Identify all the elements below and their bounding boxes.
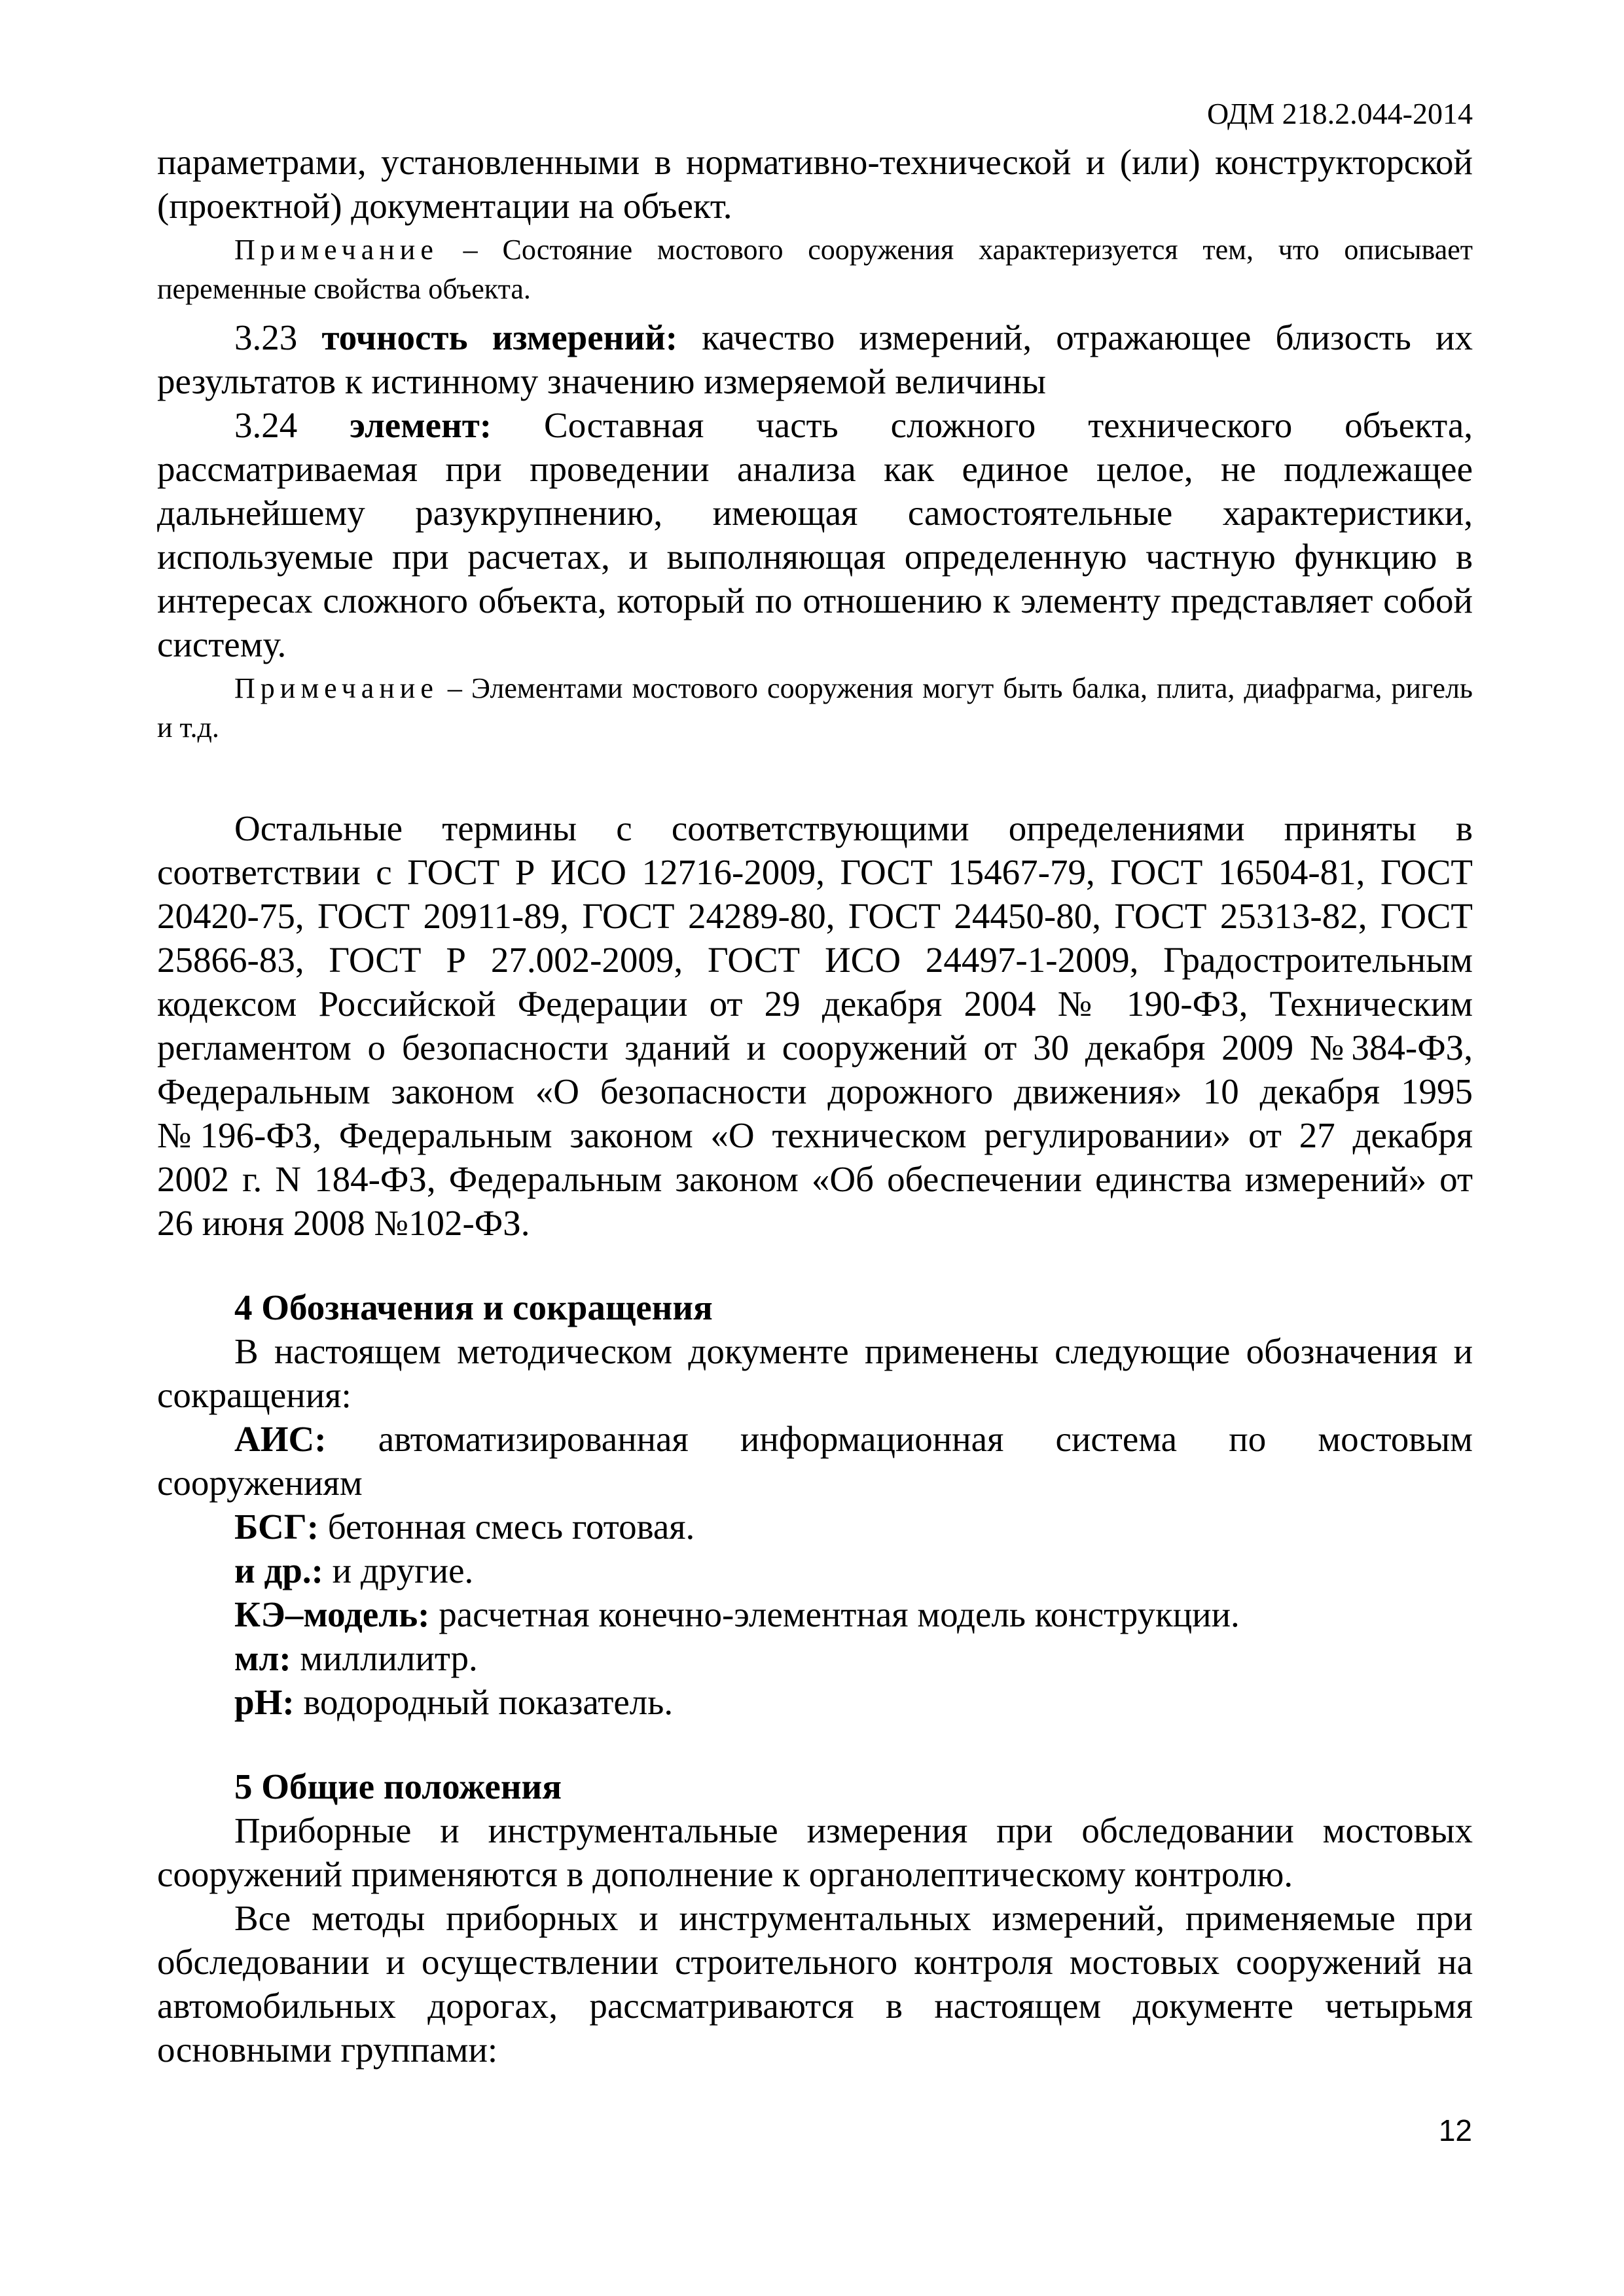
note-1-text: – Состояние мостового сооружения характеризуется тем, что описывает переменные свойства объекта. [157,234,1473,305]
section-4-heading: 4 Обозначения и сокращения [234,1287,713,1327]
term-3-23-term: точность измерений: [321,317,678,357]
note-1 [157,230,1473,309]
abbreviation-term: pH: [234,1682,295,1722]
term-3-24-number: 3.24 [234,405,350,445]
spacer [157,1724,1473,1765]
abbreviation-text: миллилитр. [291,1638,478,1678]
spacer [157,1245,1473,1285]
note-2-text: – Элементами мостового сооружения могут быть балка, плита, диафрагма, ригель и т.д. [157,672,1473,744]
document-code: ОДМ 218.2.044-2014 [1206,97,1473,130]
term-3-23 [157,315,1473,403]
abbreviation-term: мл: [234,1638,291,1678]
abbreviation-text: водородный показатель. [294,1682,674,1722]
paragraph-continuation: параметрами, установленными в нормативно-технической и (или) конструкторской (проектной) документации на объект. [157,142,1473,226]
term-3-23-definition: качество измерений, отражающее близость их результатов к истинному значению измеряемой величины [157,317,1473,401]
abbreviation-term: КЭ–модель: [234,1594,430,1634]
section-4-intro: В настоящем методическом документе применены следующие обозначения и сокращения: [157,1331,1473,1415]
note-1-label: Примечание [234,234,439,266]
section-5-paragraph-2: Все методы приборных и инструментальных измерений, применяемые при обследовании и осуществлении строительного контроля мостовых сооружений на автомобильных дорогах, рассматриваются в настоящем документе четырьмя основными группами: [157,1898,1473,2070]
abbreviation-item [157,1680,1473,1724]
abbreviation-text: бетонная смесь готовая. [319,1507,695,1547]
abbreviation-text: расчетная конечно-элементная модель конструкции. [429,1594,1240,1634]
abbreviation-item [157,1592,1473,1636]
term-3-24-term: элемент: [350,405,492,445]
abbreviation-text: автоматизированная информационная система по мостовым сооружениям [157,1419,1473,1503]
note-2-label: Примечание [234,672,439,704]
spacer [157,754,1473,806]
section-5-heading: 5 Общие положения [234,1767,562,1806]
abbreviation-term: БСГ: [234,1507,319,1547]
term-3-23-number: 3.23 [234,317,322,357]
abbreviation-item [157,1417,1473,1505]
abbreviation-item [157,1549,1473,1592]
abbreviation-item [157,1636,1473,1680]
section-5-paragraph-1: Приборные и инструментальные измерения при обследовании мостовых сооружений применяются в дополнение к органолептическому контролю. [157,1810,1473,1894]
document-page [157,92,1473,2072]
abbreviation-term: и др.: [234,1551,323,1590]
note-2 [157,669,1473,747]
term-3-24-definition: Составная часть сложного технического объекта, рассматриваемая при проведении анализа как единое целое, не подлежащее дальнейшему разукрупнению, имеющая самостоятельные характеристики, используемые при расчетах, и выполняющая определенную частную функцию в интересах сложного объекта, который по отношению к элементу представляет собой систему. [157,405,1473,664]
abbreviation-item [157,1505,1473,1549]
term-3-24 [157,403,1473,666]
abbreviation-term: АИС: [234,1419,327,1459]
abbreviation-text: и другие. [323,1551,474,1590]
page-number: 12 [1438,2113,1472,2147]
other-terms-paragraph: Остальные термины с соответствующими определениями приняты в соответствии с ГОСТ Р ИСО 12716-2009, ГОСТ 15467-79, ГОСТ 16504-81, ГОСТ 20420-75, ГОСТ 20911-89, ГОСТ 24289-80, ГОСТ 24450-80, ГОСТ 25313-82, ГОСТ 25866-83, ГОСТ Р 27.002-2009, ГОСТ ИСО 24497-1-2009, Градостроительным кодексом Российской Федерации от 29 декабря 2004 № 190-ФЗ, Техническим регламентом о безопасности зданий и сооружений от 30 декабря 2009 №384-ФЗ, Федеральным законом «О безопасности дорожного движения» 10 декабря 1995 №196-ФЗ, Федеральным законом «О техническом регулировании» от 27 декабря 2002 г. N 184-ФЗ, Федеральным законом «Об обеспечении единства измерений» от 26 июня 2008 №102-ФЗ. [157,808,1473,1243]
